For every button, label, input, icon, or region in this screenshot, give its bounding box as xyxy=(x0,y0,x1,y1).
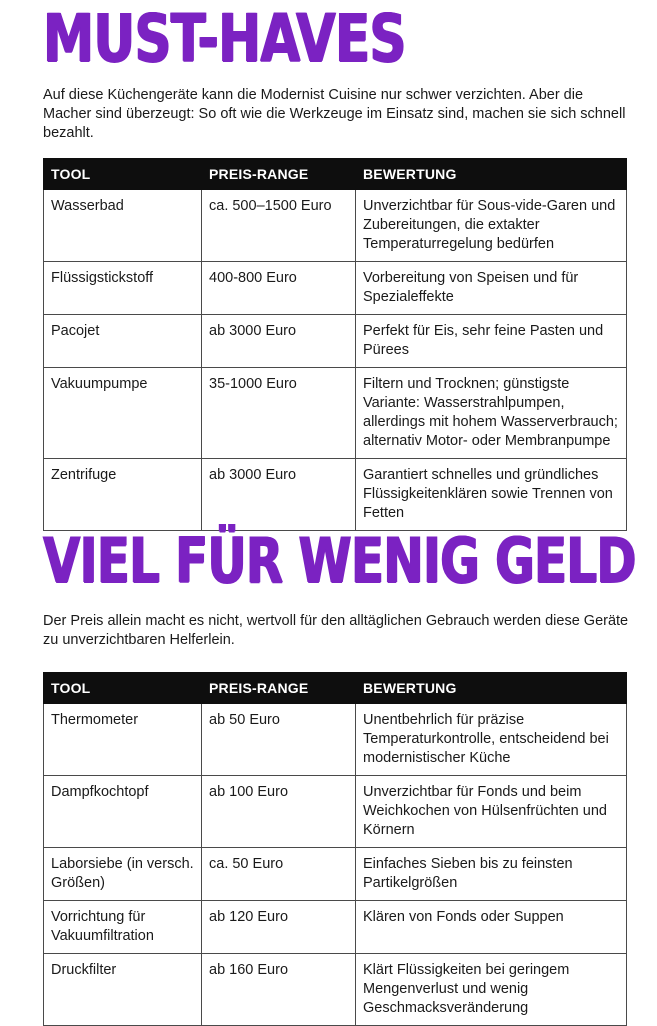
tool-cell: Druckfilter xyxy=(44,954,202,1026)
table-row xyxy=(44,954,627,1026)
table-row xyxy=(44,704,627,776)
rating-cell: Klären von Fonds oder Suppen xyxy=(356,901,627,954)
price-cell: ca. 500–1500 Euro xyxy=(202,190,356,262)
column-header-price-range: PREIS-RANGE xyxy=(202,673,356,704)
section-title-must-haves: MUST-HAVES xyxy=(43,0,406,77)
price-cell: ab 3000 Euro xyxy=(202,459,356,531)
rating-cell: Unentbehrlich für präzise Temperaturkontrolle, entscheidend bei modernistischer Küche xyxy=(356,704,627,776)
rating-cell: Unverzichtbar für Fonds und beim Weichkochen von Hülsenfrüchten und Körnern xyxy=(356,776,627,848)
tool-cell: Wasserbad xyxy=(44,190,202,262)
price-cell: 35-1000 Euro xyxy=(202,368,356,459)
rating-cell: Garantiert schnelles und gründliches Flüssigkeitenklären sowie Trennen von Fetten xyxy=(356,459,627,531)
table-header-row xyxy=(44,159,627,190)
tool-cell: Vorrichtung für Vakuumfiltration xyxy=(44,901,202,954)
rating-cell: Klärt Flüssigkeiten bei geringem Mengenverlust und wenig Geschmacksveränderung xyxy=(356,954,627,1026)
table-row xyxy=(44,368,627,459)
tool-cell: Pacojet xyxy=(44,315,202,368)
rating-cell: Einfaches Sieben bis zu feinsten Partikelgrößen xyxy=(356,848,627,901)
tool-cell: Zentrifuge xyxy=(44,459,202,531)
section-intro-must-haves: Auf diese Küchengeräte kann die Modernist Cuisine nur schwer verzichten. Aber die Macher sind überzeugt: So oft wie die Werkzeuge im Einsatz sind, machen sie sich schnell bezahlt. xyxy=(43,87,626,141)
price-cell: ab 100 Euro xyxy=(202,776,356,848)
column-header-rating: BEWERTUNG xyxy=(356,159,627,190)
price-cell: ab 160 Euro xyxy=(202,954,356,1026)
table-row xyxy=(44,262,627,315)
must-haves-table xyxy=(43,158,627,531)
price-cell: ab 3000 Euro xyxy=(202,315,356,368)
rating-cell: Perfekt für Eis, sehr feine Pasten und Pürees xyxy=(356,315,627,368)
table-row xyxy=(44,459,627,531)
tool-cell: Flüssigstickstoff xyxy=(44,262,202,315)
tool-cell: Thermometer xyxy=(44,704,202,776)
price-cell: ca. 50 Euro xyxy=(202,848,356,901)
table-row xyxy=(44,315,627,368)
section-intro-viel-fuer-wenig-geld: Der Preis allein macht es nicht, wertvoll für den alltäglichen Gebrauch werden diese Geräte zu unverzichtbaren Helferlein. xyxy=(43,613,629,648)
column-header-rating: BEWERTUNG xyxy=(356,673,627,704)
rating-cell: Vorbereitung von Speisen und für Spezialeffekte xyxy=(356,262,627,315)
tool-cell: Laborsiebe (in versch. Größen) xyxy=(44,848,202,901)
rating-cell: Filtern und Trocknen; günstigste Variante: Wasserstrahlpumpen, allerdings mit hohem Wasserverbrauch; alternativ Motor- oder Membranpumpe xyxy=(356,368,627,459)
column-header-tool: TOOL xyxy=(44,159,202,190)
price-cell: ab 50 Euro xyxy=(202,704,356,776)
tool-cell: Vakuumpumpe xyxy=(44,368,202,459)
column-header-price-range: PREIS-RANGE xyxy=(202,159,356,190)
section-title-viel-fuer-wenig-geld: VIEL FÜR WENIG GELD xyxy=(43,524,636,597)
price-cell: ab 120 Euro xyxy=(202,901,356,954)
budget-tools-table xyxy=(43,672,627,1026)
table-row xyxy=(44,848,627,901)
rating-cell: Unverzichtbar für Sous-vide-Garen und Zubereitungen, die extakter Temperaturregelung bedürfen xyxy=(356,190,627,262)
column-header-tool: TOOL xyxy=(44,673,202,704)
table-row xyxy=(44,190,627,262)
table-header-row xyxy=(44,673,627,704)
table-row xyxy=(44,901,627,954)
tool-cell: Dampfkochtopf xyxy=(44,776,202,848)
table-row xyxy=(44,776,627,848)
price-cell: 400-800 Euro xyxy=(202,262,356,315)
